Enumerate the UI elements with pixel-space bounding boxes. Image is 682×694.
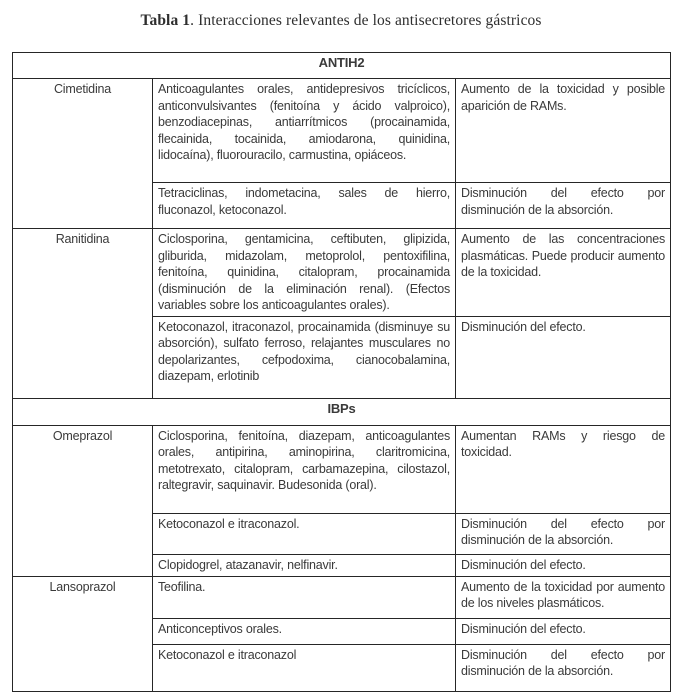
effect-cell: Disminución del efecto.	[456, 316, 671, 398]
interactions-cell: Ciclosporina, fenitoína, diazepam, anticoagulantes orales, antipirina, aminopirina, claritromicina, metotrexato, citalopram, carbamazepina, cilostazol, raltegravir, saquinavir. Budesonida (oral).	[153, 425, 456, 513]
section-header-antih2: ANTIH2	[13, 53, 671, 79]
effect-cell: Disminución del efecto por disminución de la absorción.	[456, 183, 671, 229]
drug-name-lansoprazol: Lansoprazol	[13, 576, 153, 691]
section-header-ibps: IBPs	[13, 398, 671, 425]
interactions-cell: Tetraciclinas, indometacina, sales de hierro, fluconazol, ketoconazol.	[153, 183, 456, 229]
interactions-cell: Anticoagulantes orales, antidepresivos tricíclicos, anticonvulsivantes (fenitoína y ácido valproico), benzodiacepinas, antiarrítmicos (procainamida, flecainida, tocainida, amiodarona, quinidina, lidocaína), fluorouracilo, carmustina, opiáceos.	[153, 79, 456, 183]
table-row	[13, 576, 671, 618]
interactions-cell: Ketoconazol e itraconazol	[153, 644, 456, 691]
drug-name-ranitidina: Ranitidina	[13, 229, 153, 399]
section-header-row-antih2	[13, 53, 671, 79]
interactions-cell: Ketoconazol e itraconazol.	[153, 513, 456, 554]
effect-cell: Disminución del efecto.	[456, 554, 671, 576]
section-header-row-ibps	[13, 398, 671, 425]
interactions-cell: Clopidogrel, atazanavir, nelfinavir.	[153, 554, 456, 576]
table-title-text: . Interacciones relevantes de los antisecretores gástricos	[190, 12, 542, 29]
table-row	[13, 425, 671, 513]
interactions-cell: Teofilina.	[153, 576, 456, 618]
interactions-cell: Anticonceptivos orales.	[153, 618, 456, 644]
drug-name-cimetidina: Cimetidina	[13, 79, 153, 229]
drug-interactions-table	[12, 52, 671, 692]
table-row	[13, 79, 671, 183]
effect-cell: Aumento de las concentraciones plasmáticas. Puede producir aumento de la toxicidad.	[456, 229, 671, 317]
table-title-number: Tabla 1	[140, 12, 191, 29]
table-row	[13, 229, 671, 317]
effect-cell: Disminución del efecto.	[456, 618, 671, 644]
interactions-cell: Ketoconazol, itraconazol, procainamida (disminuye su absorción), sulfato ferroso, relajantes musculares no depolarizantes, cefpodoxima, cianocobalamina, diazepam, erlotinib	[153, 316, 456, 398]
effect-cell: Aumento de la toxicidad y posible aparición de RAMs.	[456, 79, 671, 183]
interactions-cell: Ciclosporina, gentamicina, ceftibuten, glipizida, gliburida, midazolam, metoprolol, pentoxifilina, fenitoína, quinidina, citalopram, procainamida (disminución de la eliminación renal). (Efectos variables sobre los anticoagulantes orales).	[153, 229, 456, 317]
effect-cell: Disminución del efecto por disminución de la absorción.	[456, 513, 671, 554]
table-title	[0, 12, 682, 30]
effect-cell: Disminución del efecto por disminución de la absorción.	[456, 644, 671, 691]
effect-cell: Aumento de la toxicidad por aumento de los niveles plasmáticos.	[456, 576, 671, 618]
effect-cell: Aumentan RAMs y riesgo de toxicidad.	[456, 425, 671, 513]
drug-name-omeprazol: Omeprazol	[13, 425, 153, 576]
